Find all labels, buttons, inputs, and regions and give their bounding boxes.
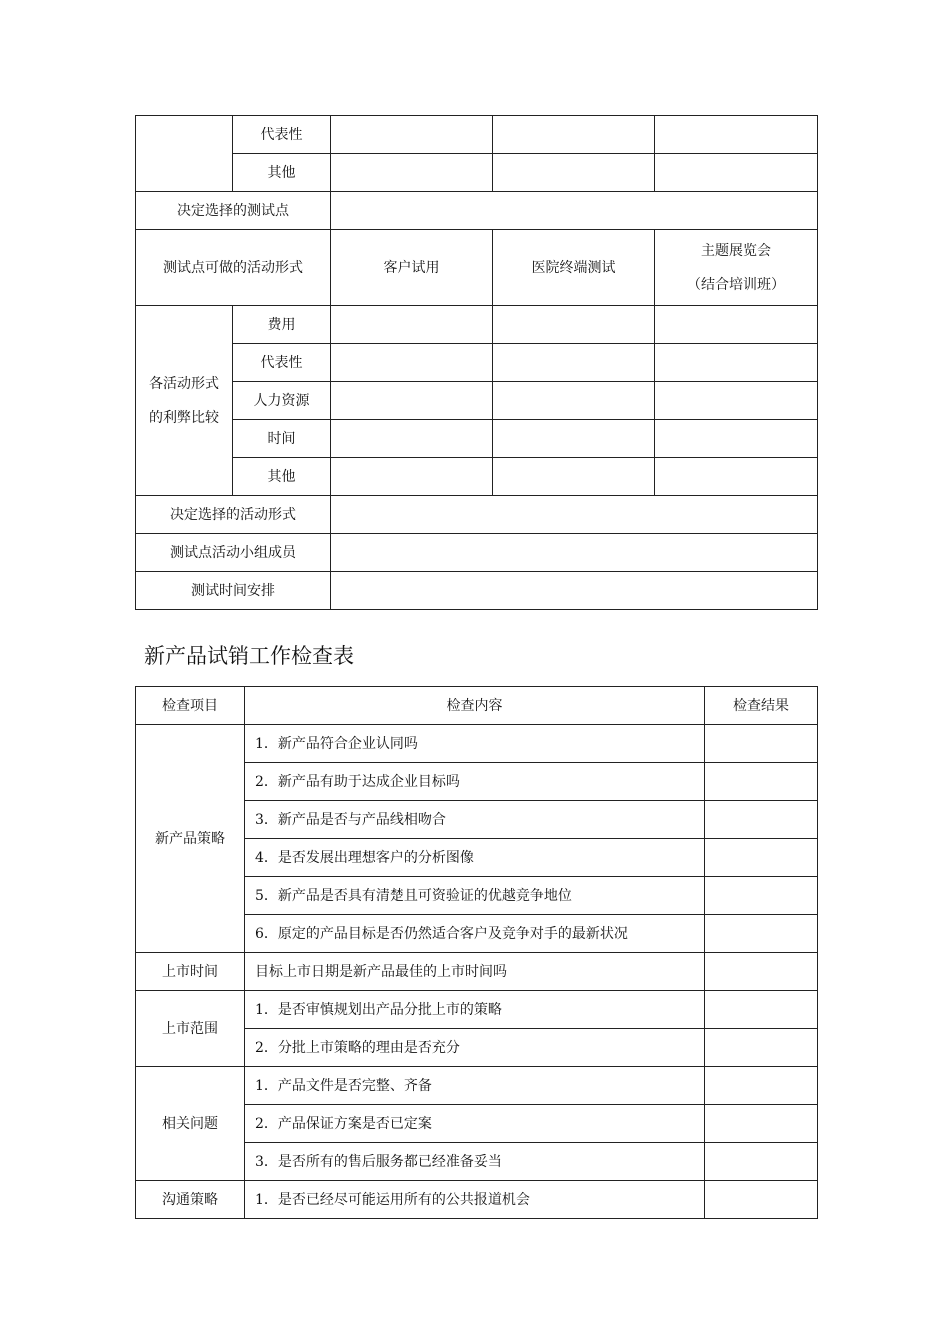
- decide-activity-form-value[interactable]: [331, 496, 818, 534]
- empty-cell[interactable]: [493, 458, 655, 496]
- check-result-cell[interactable]: [705, 1143, 818, 1181]
- activity-form-3-line2: （结合培训班）: [687, 276, 785, 293]
- compare-label-line2: 的利弊比较: [149, 409, 219, 426]
- activity-forms-label: 测试点可做的活动形式: [136, 230, 331, 306]
- check-result-cell[interactable]: [705, 1029, 818, 1067]
- empty-cell[interactable]: [655, 420, 818, 458]
- decide-test-point-label: 决定选择的测试点: [136, 192, 331, 230]
- team-members-value[interactable]: [331, 534, 818, 572]
- check-content: 3．新产品是否与产品线相吻合: [245, 801, 705, 839]
- decide-activity-form-label: 决定选择的活动形式: [136, 496, 331, 534]
- row-label: 代表性: [233, 344, 331, 382]
- checklist-table: [135, 686, 818, 1219]
- header-result: 检查结果: [705, 687, 818, 725]
- check-content: 3．是否所有的售后服务都已经准备妥当: [245, 1143, 705, 1181]
- check-content: 2．产品保证方案是否已定案: [245, 1105, 705, 1143]
- check-content: 5．新产品是否具有清楚且可资验证的优越竞争地位: [245, 877, 705, 915]
- activity-form-header: 医院终端测试: [493, 230, 655, 306]
- check-result-cell[interactable]: [705, 915, 818, 953]
- empty-cell[interactable]: [331, 116, 493, 154]
- empty-cell[interactable]: [493, 420, 655, 458]
- empty-cell[interactable]: [655, 344, 818, 382]
- activity-form-header: 客户试用: [331, 230, 493, 306]
- check-result-cell[interactable]: [705, 1105, 818, 1143]
- check-content: 6．原定的产品目标是否仍然适合客户及竞争对手的最新状况: [245, 915, 705, 953]
- team-members-label: 测试点活动小组成员: [136, 534, 331, 572]
- empty-cell[interactable]: [331, 420, 493, 458]
- check-item: 相关问题: [136, 1067, 245, 1181]
- check-item: 新产品策略: [136, 725, 245, 953]
- check-item: 上市时间: [136, 953, 245, 991]
- check-result-cell[interactable]: [705, 801, 818, 839]
- check-result-cell[interactable]: [705, 725, 818, 763]
- check-content: 4．是否发展出理想客户的分析图像: [245, 839, 705, 877]
- empty-cell[interactable]: [331, 344, 493, 382]
- header-content: 检查内容: [245, 687, 705, 725]
- empty-cell[interactable]: [493, 154, 655, 192]
- check-content: 1．是否审慎规划出产品分批上市的策略: [245, 991, 705, 1029]
- compare-label: [136, 306, 233, 496]
- empty-cell[interactable]: [331, 458, 493, 496]
- empty-cell[interactable]: [655, 154, 818, 192]
- check-result-cell[interactable]: [705, 1067, 818, 1105]
- empty-cell[interactable]: [493, 344, 655, 382]
- check-item: 上市范围: [136, 991, 245, 1067]
- test-point-table: [135, 115, 818, 610]
- empty-cell[interactable]: [655, 116, 818, 154]
- schedule-value[interactable]: [331, 572, 818, 610]
- row-label: 时间: [233, 420, 331, 458]
- empty-cell[interactable]: [493, 306, 655, 344]
- check-result-cell[interactable]: [705, 991, 818, 1029]
- row-label: 费用: [233, 306, 331, 344]
- empty-cell[interactable]: [493, 116, 655, 154]
- empty-cell[interactable]: [493, 382, 655, 420]
- empty-cell[interactable]: [655, 306, 818, 344]
- check-content: 1．产品文件是否完整、齐备: [245, 1067, 705, 1105]
- section-title: 新产品试销工作检查表: [144, 644, 354, 668]
- empty-cell[interactable]: [331, 306, 493, 344]
- row-label: 其他: [233, 154, 331, 192]
- check-result-cell[interactable]: [705, 1181, 818, 1219]
- check-content: 2．分批上市策略的理由是否充分: [245, 1029, 705, 1067]
- empty-cell[interactable]: [331, 154, 493, 192]
- check-result-cell[interactable]: [705, 839, 818, 877]
- check-content: 目标上市日期是新产品最佳的上市时间吗: [245, 953, 705, 991]
- check-result-cell[interactable]: [705, 877, 818, 915]
- check-content: 1．新产品符合企业认同吗: [245, 725, 705, 763]
- blank-group-cell: [136, 116, 233, 192]
- header-item: 检查项目: [136, 687, 245, 725]
- schedule-label: 测试时间安排: [136, 572, 331, 610]
- check-item: 沟通策略: [136, 1181, 245, 1219]
- check-content: 2．新产品有助于达成企业目标吗: [245, 763, 705, 801]
- row-label: 其他: [233, 458, 331, 496]
- check-content: 1．是否已经尽可能运用所有的公共报道机会: [245, 1181, 705, 1219]
- empty-cell[interactable]: [331, 382, 493, 420]
- row-label: 代表性: [233, 116, 331, 154]
- check-result-cell[interactable]: [705, 953, 818, 991]
- activity-form-header: [655, 230, 818, 306]
- activity-form-3-line1: 主题展览会: [701, 242, 771, 259]
- compare-label-line1: 各活动形式: [149, 375, 219, 392]
- decide-test-point-value[interactable]: [331, 192, 818, 230]
- check-result-cell[interactable]: [705, 763, 818, 801]
- empty-cell[interactable]: [655, 458, 818, 496]
- empty-cell[interactable]: [655, 382, 818, 420]
- row-label: 人力资源: [233, 382, 331, 420]
